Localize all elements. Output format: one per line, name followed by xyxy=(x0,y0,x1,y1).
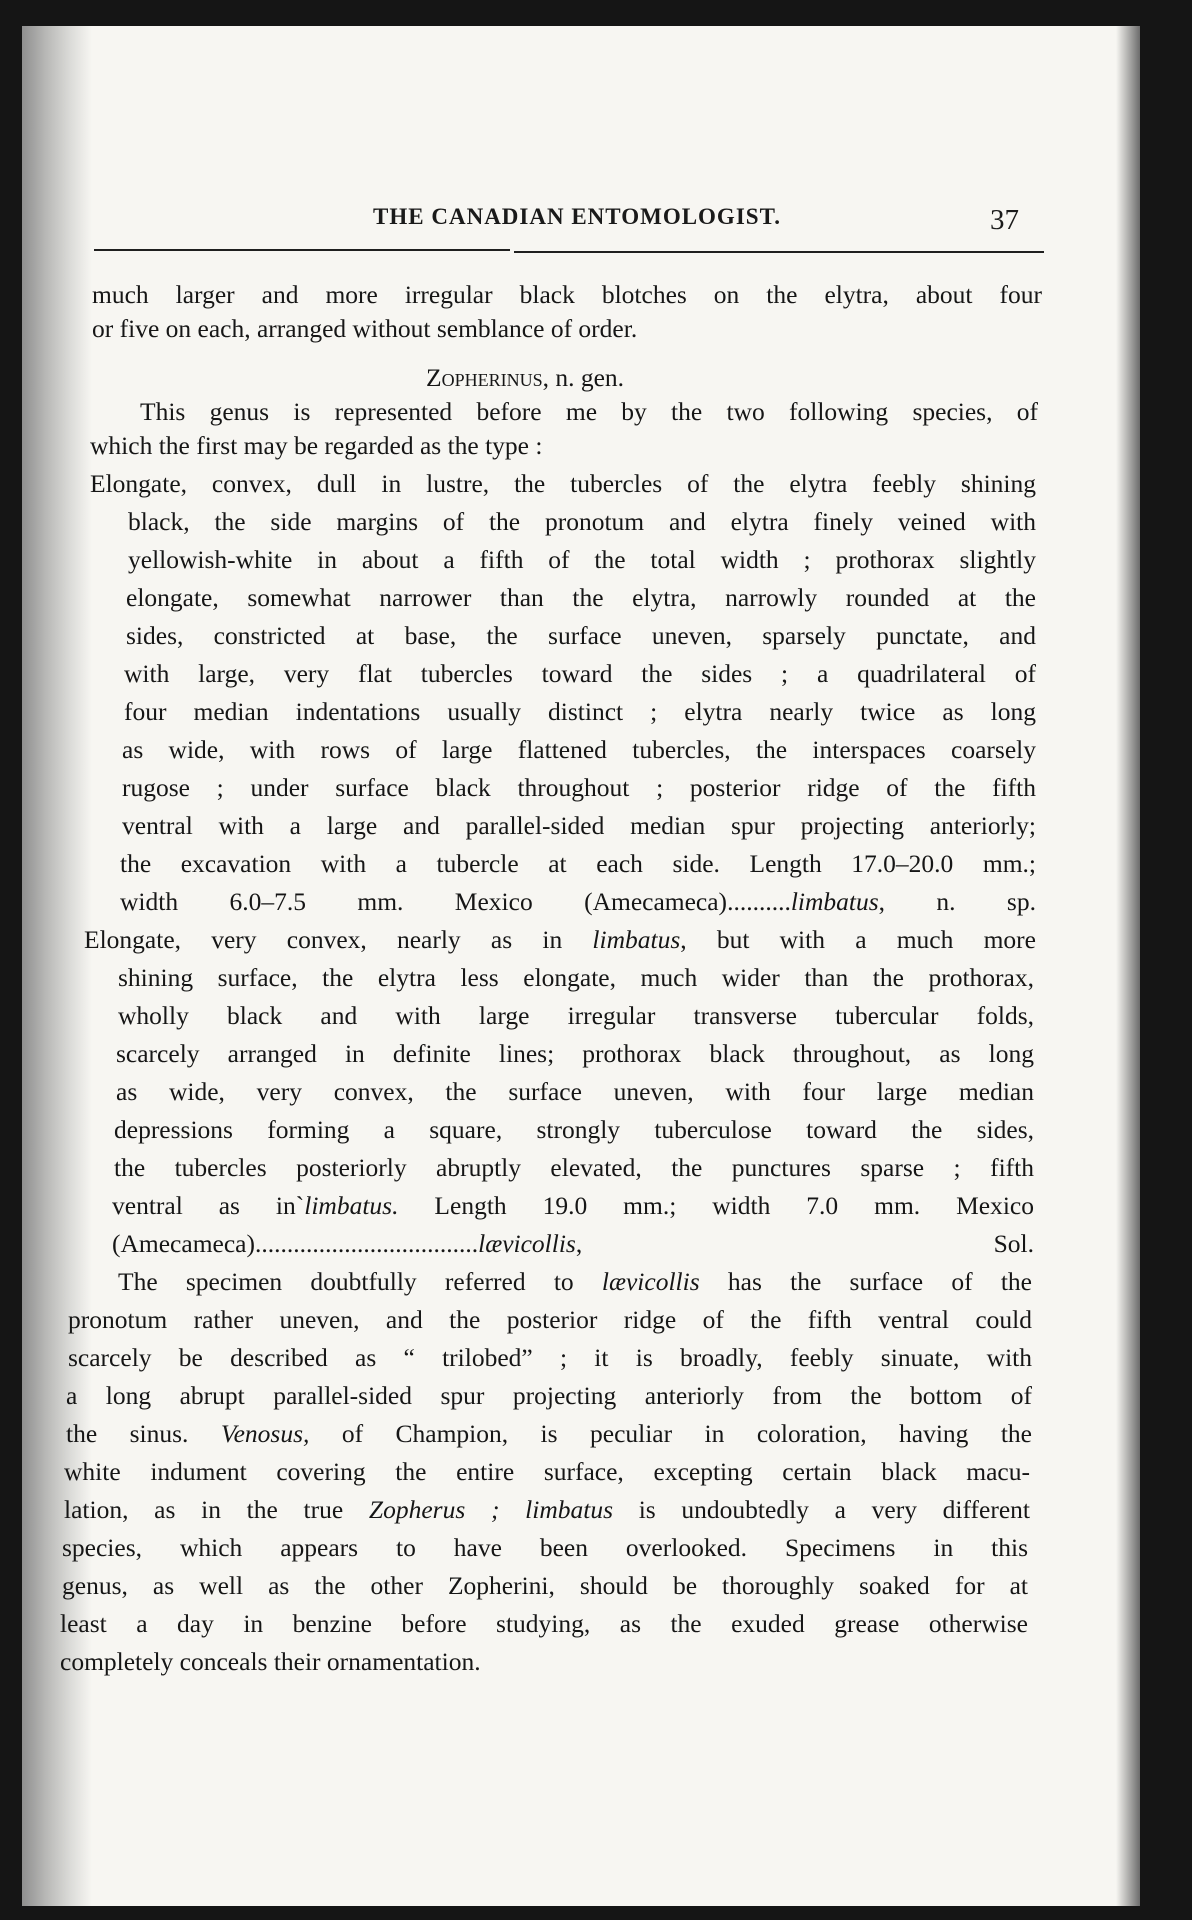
species2-line xyxy=(84,925,1036,955)
closing-line: white indument covering the entire surface, excepting certain black macu- xyxy=(64,1457,1030,1486)
species1-line: yellowish-white in about a fifth of the total width ; prothorax slightly xyxy=(128,545,1036,574)
closing-line: pronotum rather uneven, and the posterior ridge of the fifth ventral could xyxy=(68,1305,1032,1334)
species1-line: as wide, with rows of large flattened tubercles, the interspaces coarsely xyxy=(122,735,1036,764)
species2-line: shining surface, the elytra less elongate, much wider than the prothorax, xyxy=(118,963,1034,992)
species1-last-line xyxy=(120,887,1036,917)
species1-line: Elongate, convex, dull in lustre, the tubercles of the elytra feebly shining xyxy=(90,469,1036,498)
genus-heading xyxy=(426,363,624,393)
closing-text: of Champion, is peculiar in coloration, having the xyxy=(309,1419,1032,1448)
species2-name: lævicollis xyxy=(478,1229,576,1258)
species2-locality: (Amecameca) xyxy=(112,1229,255,1258)
book-page xyxy=(22,26,1140,1906)
species2-last-line xyxy=(112,1229,1034,1259)
running-head: THE CANADIAN ENTOMOLOGIST. xyxy=(373,204,781,229)
genus-paragraph-line: This genus is represented before me by the two following species, of xyxy=(140,397,1038,426)
leader-dots: .......... xyxy=(727,887,791,916)
closing-line xyxy=(66,1419,1032,1449)
closing-line: completely conceals their ornamentation. xyxy=(60,1647,481,1676)
species1-line: rugose ; under surface black throughout ; posterior ridge of the fifth xyxy=(122,773,1036,802)
species2-italic: limbatus. xyxy=(304,1191,399,1220)
species1-line: black, the side margins of the pronotum and elytra finely veined with xyxy=(128,507,1036,536)
species2-text: Elongate, very convex, nearly as in xyxy=(84,925,593,954)
species1-line: ventral with a large and parallel-sided median spur projecting anteriorly; xyxy=(122,811,1036,840)
closing-italic: Zopherus ; limbatus xyxy=(368,1495,613,1524)
species2-line: as wide, very convex, the surface uneven, with four large median xyxy=(116,1077,1034,1106)
page-number: 37 xyxy=(990,204,1019,236)
closing-line xyxy=(118,1267,1032,1297)
species1-line: the excavation with a tubercle at each side. Length 17.0–20.0 mm.; xyxy=(120,849,1036,878)
genus-paragraph-line: which the first may be regarded as the type : xyxy=(90,431,543,460)
species2-line: depressions forming a square, strongly tuberculose toward the sides, xyxy=(114,1115,1034,1144)
intro-line: or five on each, arranged without semblance of order. xyxy=(92,314,638,343)
species1-locality: width 6.0–7.5 mm. Mexico (Amecameca) xyxy=(120,887,728,916)
species1-line: four median indentations usually distinct ; elytra nearly twice as long xyxy=(124,697,1036,726)
genus-suffix: , n. gen. xyxy=(542,363,625,392)
closing-line: genus, as well as the other Zopherini, should be thoroughly soaked for at xyxy=(62,1571,1028,1600)
leader-dots: ................................... xyxy=(254,1229,479,1258)
species2-italic: limbatus xyxy=(592,925,681,954)
species2-author: , Sol. xyxy=(575,1229,1034,1258)
closing-italic: Venosus, xyxy=(220,1419,310,1448)
closing-line: least a day in benzine before studying, as the exuded grease otherwise xyxy=(60,1609,1028,1638)
species1-line: elongate, somewhat narrower than the elytra, narrowly rounded at the xyxy=(126,583,1036,612)
closing-line: a long abrupt parallel-sided spur projecting anteriorly from the bottom of xyxy=(66,1381,1032,1410)
closing-text: lation, as in the true xyxy=(64,1495,369,1524)
closing-line: species, which appears to have been overlooked. Specimens in this xyxy=(62,1533,1028,1562)
species1-line: with large, very flat tubercles toward the sides ; a quadrilateral of xyxy=(124,659,1036,688)
closing-text: the sinus. xyxy=(66,1419,221,1448)
species1-name: limbatus xyxy=(790,887,879,916)
species2-line: wholly black and with large irregular transverse tubercular folds, xyxy=(118,1001,1034,1030)
closing-line xyxy=(64,1495,1030,1525)
closing-text: The specimen doubtfully referred to xyxy=(118,1267,602,1296)
closing-italic: lævicollis xyxy=(601,1267,700,1296)
closing-text: is undoubtedly a very different xyxy=(613,1495,1030,1524)
header-rule-right xyxy=(514,251,1044,253)
genus-name: Zopherinus xyxy=(426,363,543,392)
species2-text: Length 19.0 mm.; width 7.0 mm. Mexico xyxy=(398,1191,1034,1220)
species2-text: ventral as in` xyxy=(112,1191,305,1220)
closing-line: scarcely be described as “ trilobed” ; it is broadly, feebly sinuate, with xyxy=(68,1343,1032,1372)
closing-text: has the surface of the xyxy=(699,1267,1032,1296)
species2-line xyxy=(112,1191,1034,1221)
species2-line: the tubercles posteriorly abruptly elevated, the punctures sparse ; fifth xyxy=(114,1153,1034,1182)
species1-author: , n. sp. xyxy=(878,887,1036,916)
species2-line: scarcely arranged in definite lines; prothorax black throughout, as long xyxy=(116,1039,1034,1068)
intro-line: much larger and more irregular black blotches on the elytra, about four xyxy=(92,280,1042,309)
species1-line: sides, constricted at base, the surface uneven, sparsely punctate, and xyxy=(126,621,1036,650)
header-rule-left xyxy=(94,249,510,251)
page-edge-shadow xyxy=(1116,26,1140,1906)
species2-text: , but with a much more xyxy=(680,925,1036,954)
